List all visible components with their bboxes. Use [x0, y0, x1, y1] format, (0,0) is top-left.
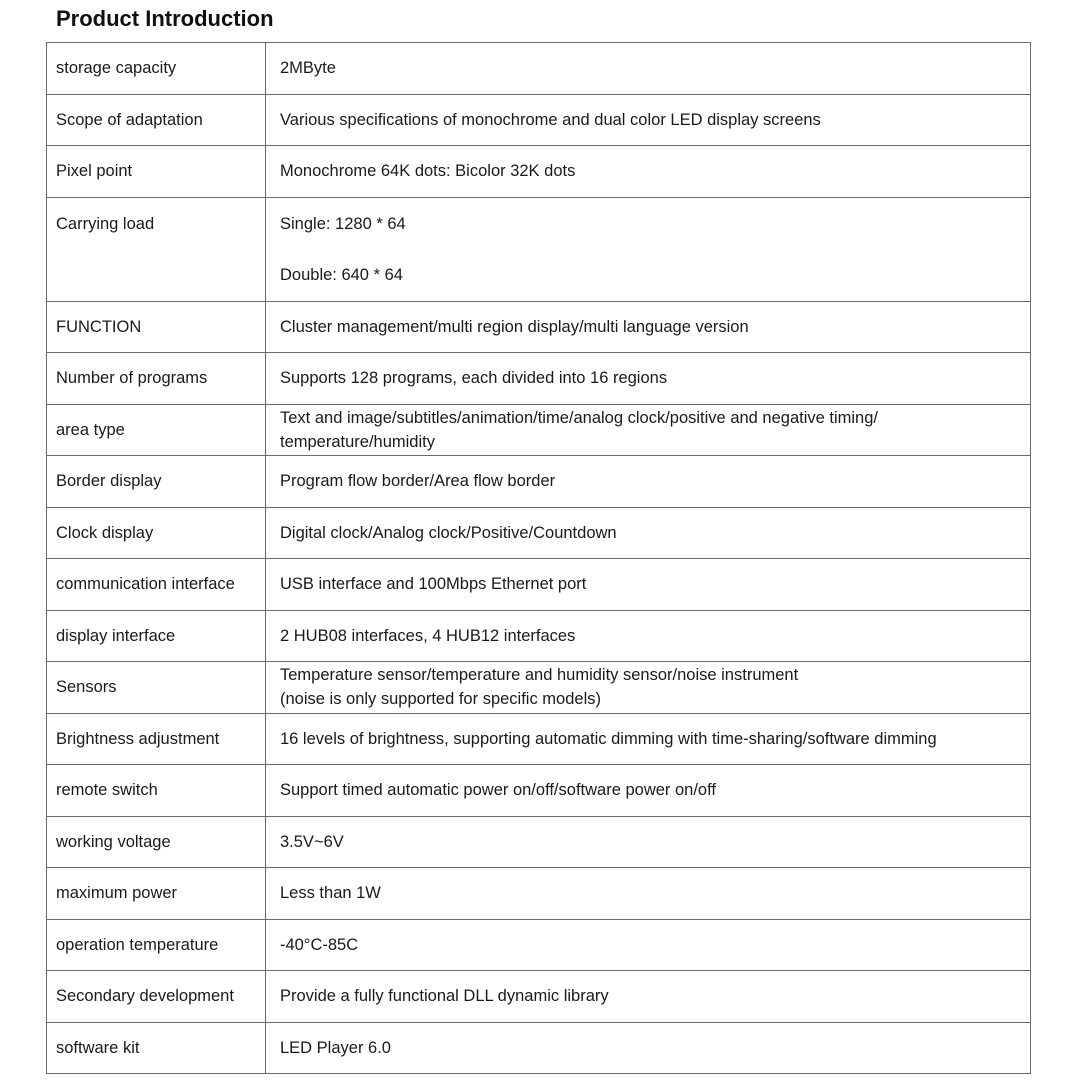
spec-value-line: Temperature sensor/temperature and humidity sensor/noise instrument	[280, 666, 799, 685]
table-row	[47, 559, 1031, 611]
table-row	[47, 971, 1031, 1023]
spec-key: Sensors	[47, 662, 266, 714]
spec-table	[46, 42, 1031, 1074]
table-row	[47, 301, 1031, 353]
spec-key: communication interface	[47, 559, 266, 611]
spec-value: 3.5V~6V	[266, 816, 1031, 868]
spec-key: Clock display	[47, 507, 266, 559]
table-row	[47, 353, 1031, 405]
table-row	[47, 404, 1031, 456]
table-row	[47, 868, 1031, 920]
spec-value: USB interface and 100Mbps Ethernet port	[266, 559, 1031, 611]
spec-key: maximum power	[47, 868, 266, 920]
table-row	[47, 456, 1031, 508]
spec-value	[266, 404, 1031, 456]
spec-key: Secondary development	[47, 971, 266, 1023]
spec-value: Less than 1W	[266, 868, 1031, 920]
spec-key: Scope of adaptation	[47, 94, 266, 146]
spec-key: FUNCTION	[47, 301, 266, 353]
spec-key: area type	[47, 404, 266, 456]
table-row	[47, 713, 1031, 765]
table-row	[47, 919, 1031, 971]
table-row	[47, 146, 1031, 198]
spec-value-line: Double: 640 * 64	[280, 265, 403, 284]
spec-value: Program flow border/Area flow border	[266, 456, 1031, 508]
spec-key: Border display	[47, 456, 266, 508]
table-row	[47, 43, 1031, 95]
table-row	[47, 662, 1031, 714]
spec-value: LED Player 6.0	[266, 1022, 1031, 1074]
table-row	[47, 94, 1031, 146]
table-row	[47, 765, 1031, 817]
spec-value: Monochrome 64K dots: Bicolor 32K dots	[266, 146, 1031, 198]
table-row	[47, 197, 1031, 301]
spec-value	[266, 662, 1031, 714]
spec-value: 2 HUB08 interfaces, 4 HUB12 interfaces	[266, 610, 1031, 662]
spec-value: Provide a fully functional DLL dynamic library	[266, 971, 1031, 1023]
spec-key: Pixel point	[47, 146, 266, 198]
table-row	[47, 1022, 1031, 1074]
spec-value-line: Text and image/subtitles/animation/time/analog clock/positive and negative timing/	[280, 408, 878, 427]
page-title: Product Introduction	[56, 6, 274, 31]
spec-key: software kit	[47, 1022, 266, 1074]
spec-key: Brightness adjustment	[47, 713, 266, 765]
spec-key: storage capacity	[47, 43, 266, 95]
table-row	[47, 610, 1031, 662]
spec-value: Cluster management/multi region display/multi language version	[266, 301, 1031, 353]
spec-value: Supports 128 programs, each divided into 16 regions	[266, 353, 1031, 405]
spec-value: -40°C-85C	[266, 919, 1031, 971]
spec-key: remote switch	[47, 765, 266, 817]
spec-key: working voltage	[47, 816, 266, 868]
table-row	[47, 816, 1031, 868]
spec-key: display interface	[47, 610, 266, 662]
spec-key: Carrying load	[47, 197, 266, 301]
spec-value: Digital clock/Analog clock/Positive/Countdown	[266, 507, 1031, 559]
spec-value-line: (noise is only supported for specific models)	[280, 690, 601, 709]
spec-key: Number of programs	[47, 353, 266, 405]
spec-value: 2MByte	[266, 43, 1031, 95]
spec-value: 16 levels of brightness, supporting automatic dimming with time-sharing/software dimming	[266, 713, 1031, 765]
spec-value-line: Single: 1280 * 64	[280, 214, 406, 233]
spec-value-line: temperature/humidity	[280, 432, 435, 451]
spec-value: Various specifications of monochrome and dual color LED display screens	[266, 94, 1031, 146]
spec-value	[266, 197, 1031, 301]
spec-key: operation temperature	[47, 919, 266, 971]
table-row	[47, 507, 1031, 559]
spec-value: Support timed automatic power on/off/software power on/off	[266, 765, 1031, 817]
